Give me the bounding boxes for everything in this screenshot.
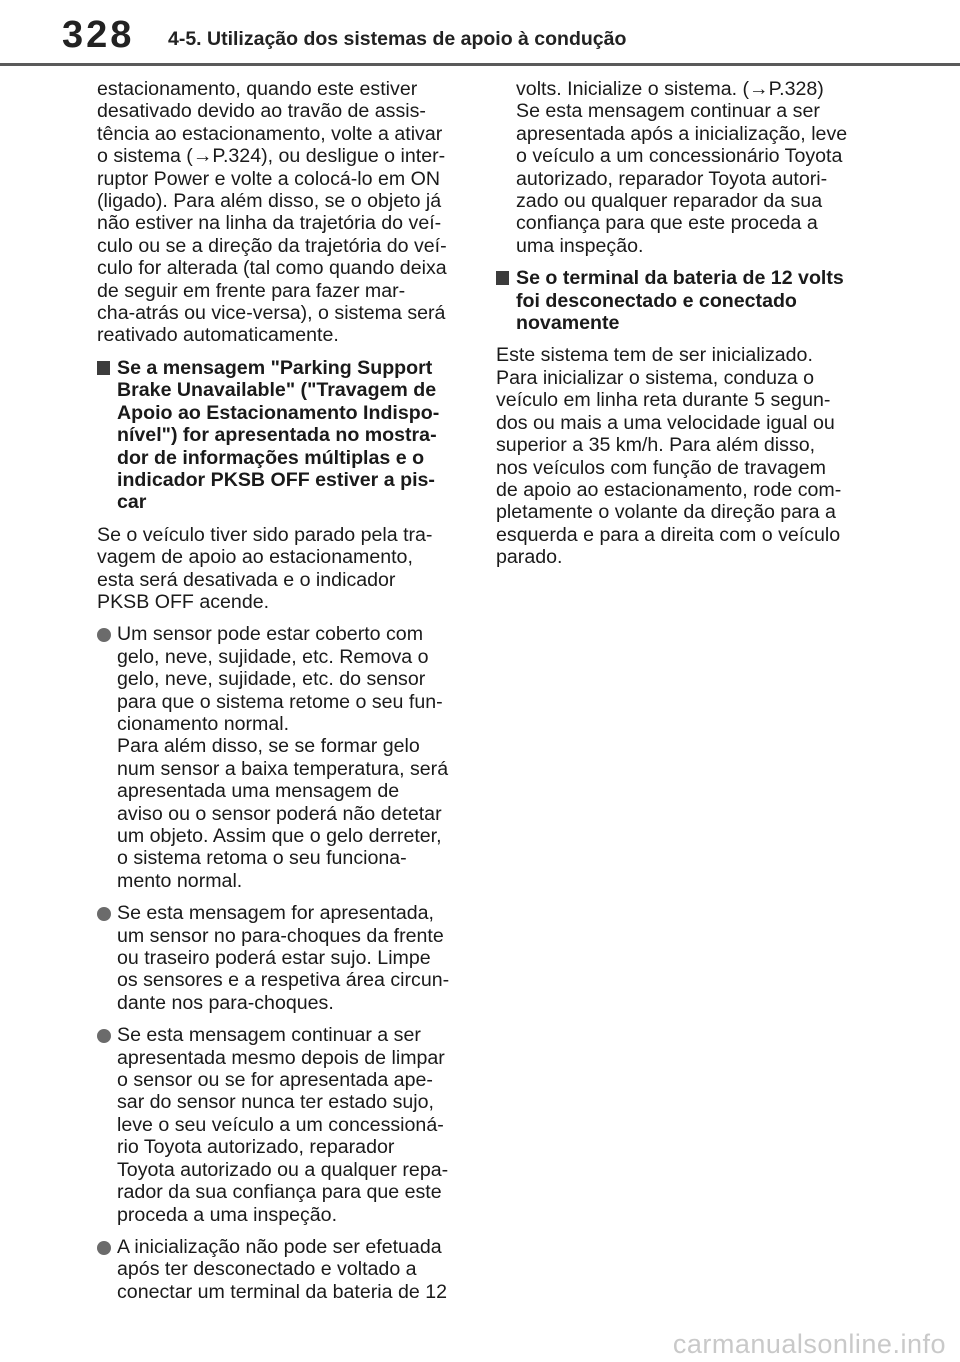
body-paragraph: Se o veículo tiver sido parado pela tra- vagem de apoio ao estacionamento, esta será desativada e o indicador PKSB OFF acende.	[97, 523, 433, 613]
section-heading	[496, 267, 866, 334]
continuation-paragraph: estacionamento, quando este estiver desativado devido ao travão de assis- tência ao estacionamento, volte a ativar o sistema (→P.324), ou desligue o inter- ruptor Power e volte a colocá-lo em ON (ligado). Para além disso, se o objeto já não estiver na linha da trajetória do veí- culo ou se a direção da trajetória do veí- culo for alterada (tal como quando deixa de seguir em frente para fazer mar- cha-atrás ou vice-versa), o sistema será reativado automaticamente.	[97, 78, 447, 347]
round-bullet-icon	[97, 1029, 111, 1043]
heading-text: Se o terminal da bateria de 12 volts foi desconectado e conectado novamente	[516, 267, 844, 335]
list-item-text: A inicialização não pode ser efetuada após ter desconectado e voltado a conectar um terminal da bateria de 12	[117, 1235, 448, 1303]
square-bullet-icon	[496, 271, 509, 285]
page-header	[0, 0, 960, 70]
round-bullet-icon	[97, 1241, 111, 1255]
page-number: 328	[62, 14, 135, 56]
heading-text: Se a mensagem "Parking Support Brake Unavailable" ("Travagem de Apoio ao Estacionamento Indispo- nível") for apresentada no mostra- dor de informações múltiplas e o indicador PKSB OFF estiver a pis- car	[117, 356, 440, 514]
body-paragraph: Este sistema tem de ser inicializado. Para inicializar o sistema, conduza o veículo em linha reta durante 5 segun- dos ou mais a uma velocidade igual ou superior a 35 km/h. Para além disso, nos veículos com função de travagem de apoio ao estacionamento, rode com- pletamente o volante da direção para a esquerda e para a direita com o veículo parado.	[496, 344, 842, 569]
list-item-text: Se esta mensagem continuar a ser apresentada mesmo depois de limpar o sensor ou se for apresentada ape- sar do sensor nunca ter estado sujo, leve o seu veículo a um concessioná- rio Toyota autorizado, reparador Toyota autorizado ou a qualquer repa- rador da sua confiança para que este proceda a uma inspeção.	[117, 1024, 449, 1226]
list-item-text: Um sensor pode estar coberto com gelo, neve, sujidade, etc. Remova o gelo, neve, sujidade, etc. do sensor para que o sistema retome o seu fun- cionamento normal. Para além disso, se se formar gelo num sensor a baixa temperatura, será apresentada uma mensagem de aviso ou o sensor poderá não detetar um objeto. Assim que o gelo derreter, o sistema retoma o seu funciona- mento normal.	[117, 623, 449, 892]
right-column	[496, 78, 866, 579]
round-bullet-icon	[97, 628, 111, 642]
list-item	[97, 623, 469, 892]
list-item	[97, 902, 469, 1014]
continuation-paragraph: volts. Inicialize o sistema. (→P.328) Se esta mensagem continuar a ser apresentada após a inicialização, leve o veículo a um concessionário Toyota autorizado, reparador Toyota autori- zado ou qualquer reparador da sua confiança para que este proceda a uma inspeção.	[516, 78, 848, 257]
section-heading	[97, 357, 469, 514]
list-item	[97, 1236, 469, 1303]
round-bullet-icon	[97, 907, 111, 921]
square-bullet-icon	[97, 361, 110, 375]
watermark: carmanualsonline.info	[672, 1329, 946, 1359]
list-item	[97, 1024, 469, 1226]
list-item-text: Se esta mensagem for apresentada, um sensor no para-choques da frente ou traseiro poderá estar sujo. Limpe os sensores e a respetiva área circun- dante nos para-choques.	[117, 902, 450, 1014]
header-divider	[0, 63, 960, 66]
left-column	[97, 78, 469, 1313]
section-title: 4-5. Utilização dos sistemas de apoio à condução	[168, 28, 627, 50]
